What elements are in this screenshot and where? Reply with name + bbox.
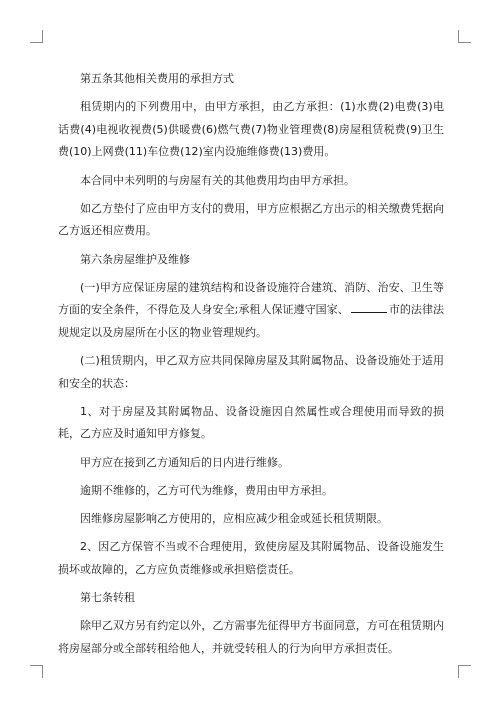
article6-p1-before: (一)甲方应保证房屋的建筑结构和设备设施符合建筑、消防、治安、卫生等方面的安全条件，不得危及人身安全;承租人保证遵守国家、 xyxy=(58,280,444,317)
article5-paragraph-2: 本合同中未列明的与房屋有关的其他费用均由甲方承担。 xyxy=(80,173,355,187)
article6-paragraph-6: 因维修房屋影响乙方使用的，应相应减少租金或延长租赁期限。 xyxy=(80,512,388,526)
fill-in-blank xyxy=(351,301,387,313)
crop-mark-bottom-right xyxy=(458,665,471,678)
article6-paragraph-5: 逾期不维修的，乙方可代为维修，费用由甲方承担。 xyxy=(80,483,333,497)
document-body xyxy=(58,68,444,666)
crop-mark-top-right xyxy=(458,30,471,43)
article6-paragraph-4: 甲方应在接到乙方通知后的日内进行维修。 xyxy=(80,455,289,469)
article6-paragraph-7: 2、因乙方保管不当或不合理使用，致使房屋及其附属物品、设备设施发生损坏或故障的，乙方应负责维修或承担赔偿责任。 xyxy=(58,540,444,576)
article6-p1-after: 市的法律法规规定以及房屋所在小区的物业管理规约。 xyxy=(58,303,444,339)
article6-paragraph-2: (二)租赁期内，甲乙双方应共同保障房屋及其附属物品、设备设施处于适用和安全的状态： xyxy=(58,354,444,390)
article5-paragraph-3: 如乙方垫付了应由甲方支付的费用，甲方应根据乙方出示的相关缴费凭据向乙方返还相应费用。 xyxy=(58,201,444,238)
article5-paragraph-1: 租赁期内的下列费用中，由甲方承担，由乙方承担：(1)水费(2)电费(3)电话费(4)电视收视费(5)供暖费(6)燃气费(7)物业管理费(8)房屋租赁税费(9)卫生费(10)上网费(11)车位费(12)室内设施维修费(13)费用。 xyxy=(58,100,444,159)
crop-mark-top-left xyxy=(30,30,43,43)
article5-heading: 第五条其他相关费用的承担方式 xyxy=(80,72,234,85)
crop-mark-bottom-left xyxy=(30,665,43,678)
article6-paragraph-3: 1、对于房屋及其附属物品、设备设施因自然属性或合理使用而导致的损耗，乙方应及时通知甲方修复。 xyxy=(58,404,444,441)
article6-heading: 第六条房屋维护及维修 xyxy=(80,252,190,266)
article6-paragraph-1 xyxy=(58,277,444,345)
article7-heading: 第七条转租 xyxy=(80,591,135,604)
article7-paragraph-1: 除甲乙双方另有约定以外，乙方需事先征得甲方书面同意，方可在租赁期内将房屋部分或全部转租给他人，并就受转租人的行为向甲方承担责任。 xyxy=(58,619,444,655)
